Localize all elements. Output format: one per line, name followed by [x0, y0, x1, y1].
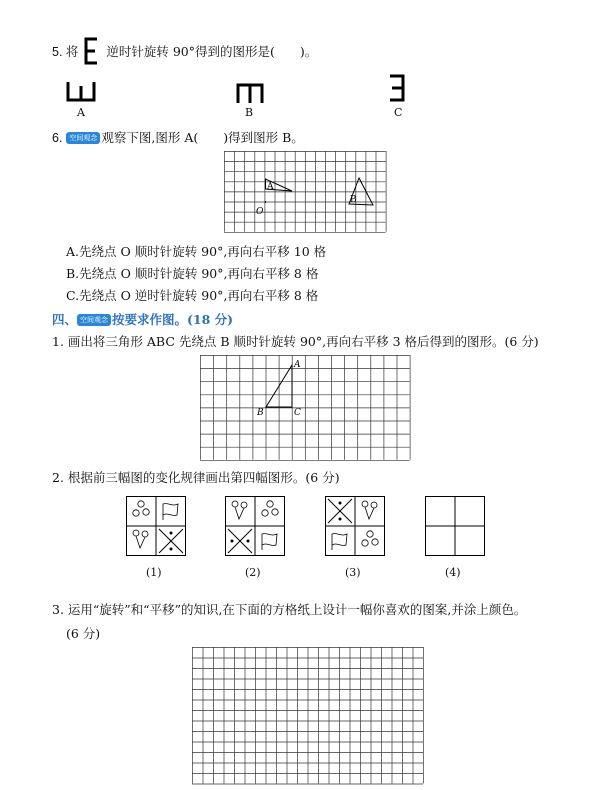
label-o: O [256, 207, 264, 217]
pattern-panel-2 [225, 496, 285, 556]
option-b-label: B [245, 106, 254, 119]
panel-1-caption: (1) [146, 566, 162, 579]
section-4-heading [52, 310, 233, 328]
q6-stem [52, 128, 304, 146]
balloons-icon [133, 530, 148, 548]
label-a: A [267, 182, 274, 192]
three-circles-icon [262, 501, 278, 516]
p1-text: 1. 画出将三角形 ABC 先绕点 B 顺时针旋转 90°,再向右平移 3 格后得到的图形。(6 分) [52, 334, 539, 349]
q5-stem [52, 38, 317, 64]
flag-icon [262, 534, 277, 550]
p3-design-grid[interactable] [192, 647, 426, 781]
section-4-prefix: 四、 [52, 312, 78, 327]
q5-suffix: 逆时针旋转 90°得到的图形是( )。 [106, 44, 318, 59]
section-4-title: 按要求作图。(18 分) [112, 312, 234, 327]
q6-option-c: C.先绕点 O 逆时针旋转 90°,再向右平移 8 格 [66, 288, 319, 303]
p3-score: (6 分) [66, 626, 101, 641]
three-circles-icon [133, 501, 149, 516]
label-b: B [350, 195, 357, 205]
q6-option-b: B.先绕点 O 顺时针旋转 90°,再向右平移 8 格 [66, 266, 319, 281]
p2-text: 2. 根据前三幅图的变化规律画出第四幅图形。(6 分) [52, 470, 340, 485]
vertex-c-label: C [294, 408, 301, 418]
three-circles-icon [362, 531, 378, 546]
q6-option-a: A.先绕点 O 顺时针旋转 90°,再向右平移 10 格 [66, 244, 327, 259]
option-a-label: A [77, 106, 85, 119]
panel-3-caption: (3) [345, 566, 361, 579]
vertex-b-label: B [257, 408, 264, 418]
option-c-shape [388, 74, 406, 102]
balloons-icon [232, 501, 247, 519]
pattern-panel-1 [126, 496, 186, 556]
flag-icon [332, 534, 347, 550]
pattern-panel-4-blank[interactable] [425, 496, 485, 556]
option-a-shape [66, 82, 96, 102]
pattern-panel-3 [325, 496, 385, 556]
option-c-label: C [394, 106, 403, 119]
crossed-dots-icon [228, 529, 252, 553]
letter-e-shape [84, 38, 100, 64]
q6-grid [224, 151, 386, 231]
section-4-tag-badge: 空间观念 [77, 314, 111, 326]
q6-text: 观察下图,图形 A( )得到图形 B。 [101, 130, 304, 145]
q6-number: 6. [52, 131, 63, 145]
crossed-dots-icon [159, 529, 183, 553]
panel-2-caption: (2) [245, 566, 261, 579]
q6-tag-badge: 空间观念 [66, 132, 100, 144]
option-b-shape [237, 83, 263, 103]
panel-4-caption: (4) [445, 566, 461, 579]
crossed-dots-icon [328, 499, 352, 523]
p1-grid [200, 355, 412, 459]
p3-text: 3. 运用“旋转”和“平移”的知识,在下面的方格纸上设计一幅你喜欢的图案,并涂上颜色。 [52, 602, 527, 617]
balloons-icon [362, 501, 377, 519]
flag-icon [163, 504, 178, 520]
vertex-a-label: A [294, 360, 301, 370]
q5-prefix: 5. 将 [52, 45, 79, 59]
